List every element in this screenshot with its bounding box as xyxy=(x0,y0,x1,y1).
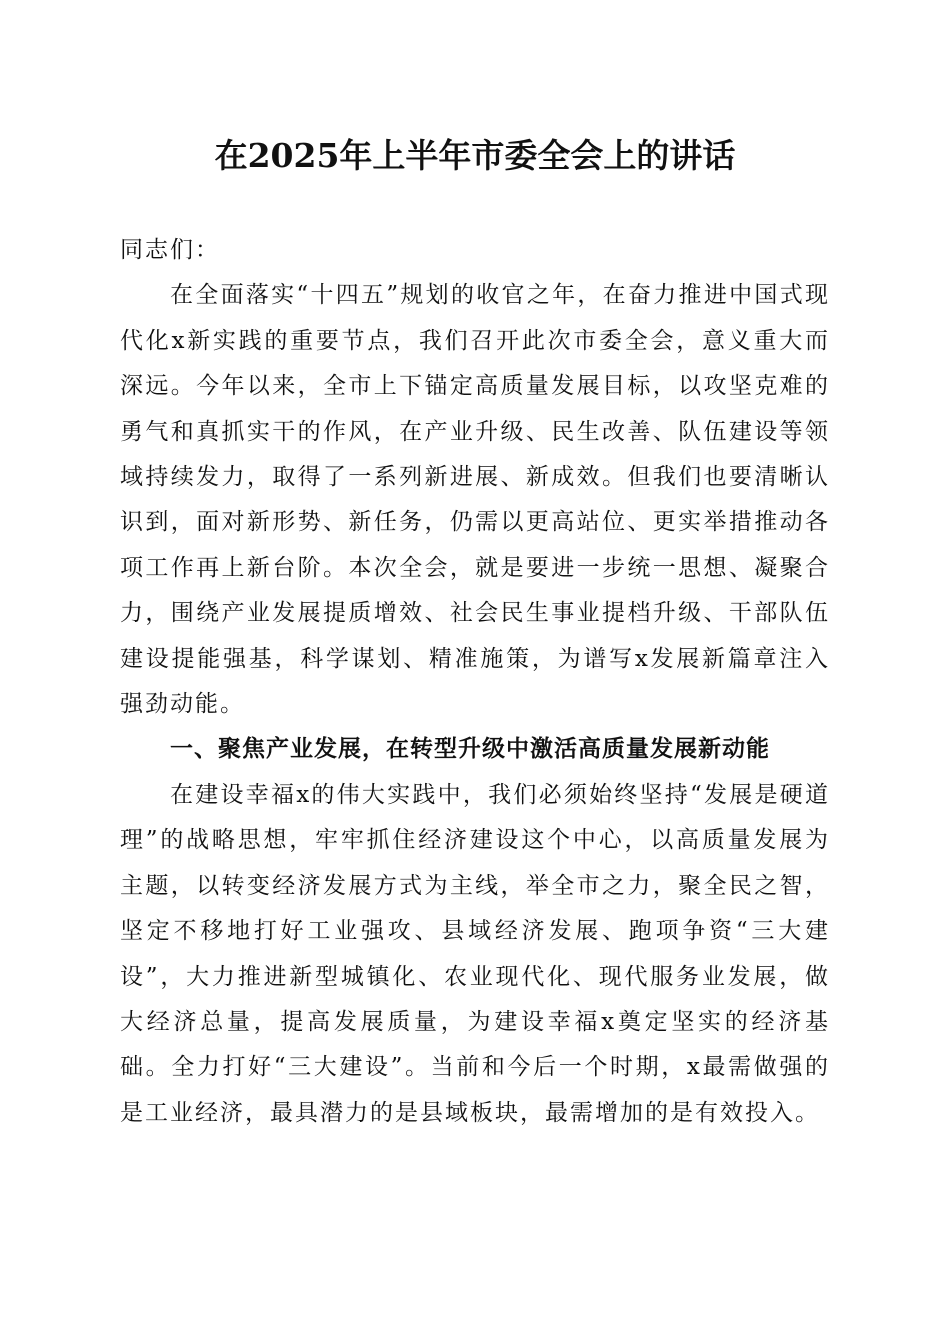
salutation: 同志们： xyxy=(120,237,220,263)
document-body xyxy=(120,228,830,1136)
section-paragraph: 在建设幸福x的伟大实践中，我们必须始终坚持“发展是硬道理”的战略思想，牢牢抓住经济建设这个中心，以高质量发展为主题，以转变经济发展方式为主线，举全市之力，聚全民之智，坚定不移地打好工业强攻、县域经济发展、跑项争资“三大建设”，大力推进新型城镇化、农业现代化、现代服务业发展，做大经济总量，提高发展质量，为建设幸福x奠定坚实的经济基础。全力打好“三大建设”。当前和今后一个时期，x最需做强的是工业经济，最具潜力的是县域板块，最需增加的是有效投入。 xyxy=(120,781,830,1126)
document-title: 在2025年上半年市委全会上的讲话 xyxy=(214,136,736,175)
intro-paragraph: 在全面落实“十四五”规划的收官之年，在奋力推进中国式现代化x新实践的重要节点，我们召开此次市委全会，意义重大而深远。今年以来，全市上下锚定高质量发展目标，以攻坚克难的勇气和真抓实干的作风，在产业升级、民生改善、队伍建设等领域持续发力，取得了一系列新进展、新成效。但我们也要清晰认识到，面对新形势、新任务，仍需以更高站位、更实举措推动各项工作再上新台阶。本次全会，就是要进一步统一思想、凝聚合力，围绕产业发展提质增效、社会民生事业提档升级、干部队伍建设提能强基，科学谋划、精准施策，为谱写x发展新篇章注入强劲动能。 xyxy=(120,282,830,718)
section-heading: 一、聚焦产业发展，在转型升级中激活高质量发展新动能 xyxy=(170,736,770,763)
